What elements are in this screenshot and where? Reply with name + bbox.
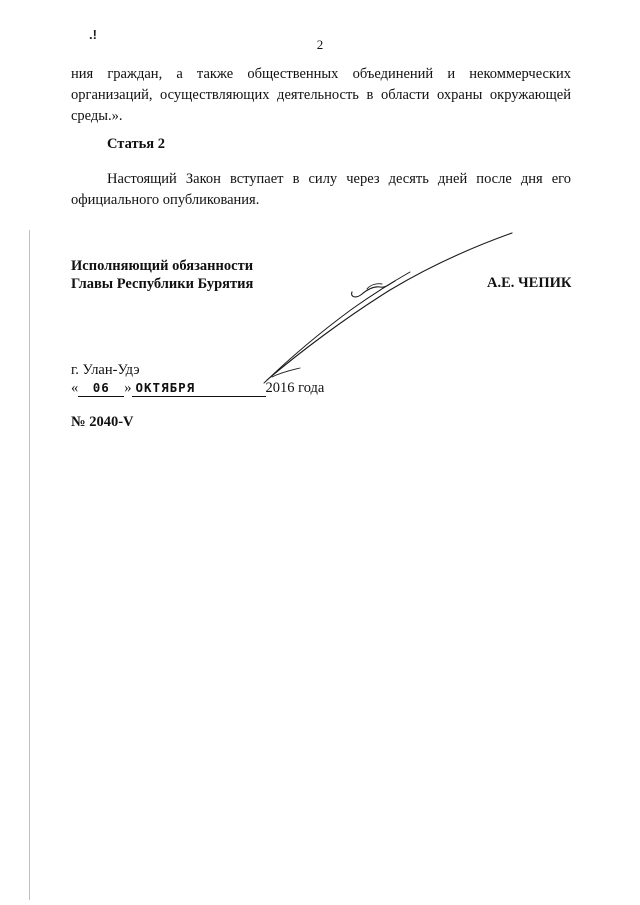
date-month-stamp: ОКТЯБРЯ	[135, 380, 196, 395]
signing-date	[71, 380, 324, 397]
date-open-quote: «	[71, 380, 79, 396]
page-number: 2	[316, 37, 324, 52]
signer-position-line-2: Главы Республики Бурятия	[71, 276, 254, 292]
date-month-field	[132, 380, 266, 397]
signer-name: А.Е. ЧЕПИК	[487, 275, 572, 291]
place-of-signing: г. Улан-Удэ	[71, 362, 140, 378]
date-day-stamp: 06	[92, 380, 110, 395]
article-heading: Статья 2	[107, 136, 165, 152]
signer-position-line-1: Исполняющий обязанности	[71, 258, 254, 274]
signer-position	[71, 257, 253, 293]
paragraph-continuation: ния граждан, а также общественных объединений и некоммерческих организаций, осуществляющих деятельность в области охраны окружающей среды.».	[71, 66, 571, 124]
scan-margin-line	[29, 230, 30, 900]
article-paragraph: Настоящий Закон вступает в силу через десять дней после дня его официального опубликования.	[71, 171, 571, 208]
date-day-field	[78, 380, 124, 397]
date-close-quote: »	[124, 380, 132, 396]
law-number: № 2040-V	[71, 414, 134, 430]
scan-mark: .!	[89, 27, 97, 42]
date-year: 2016 года	[265, 380, 325, 396]
